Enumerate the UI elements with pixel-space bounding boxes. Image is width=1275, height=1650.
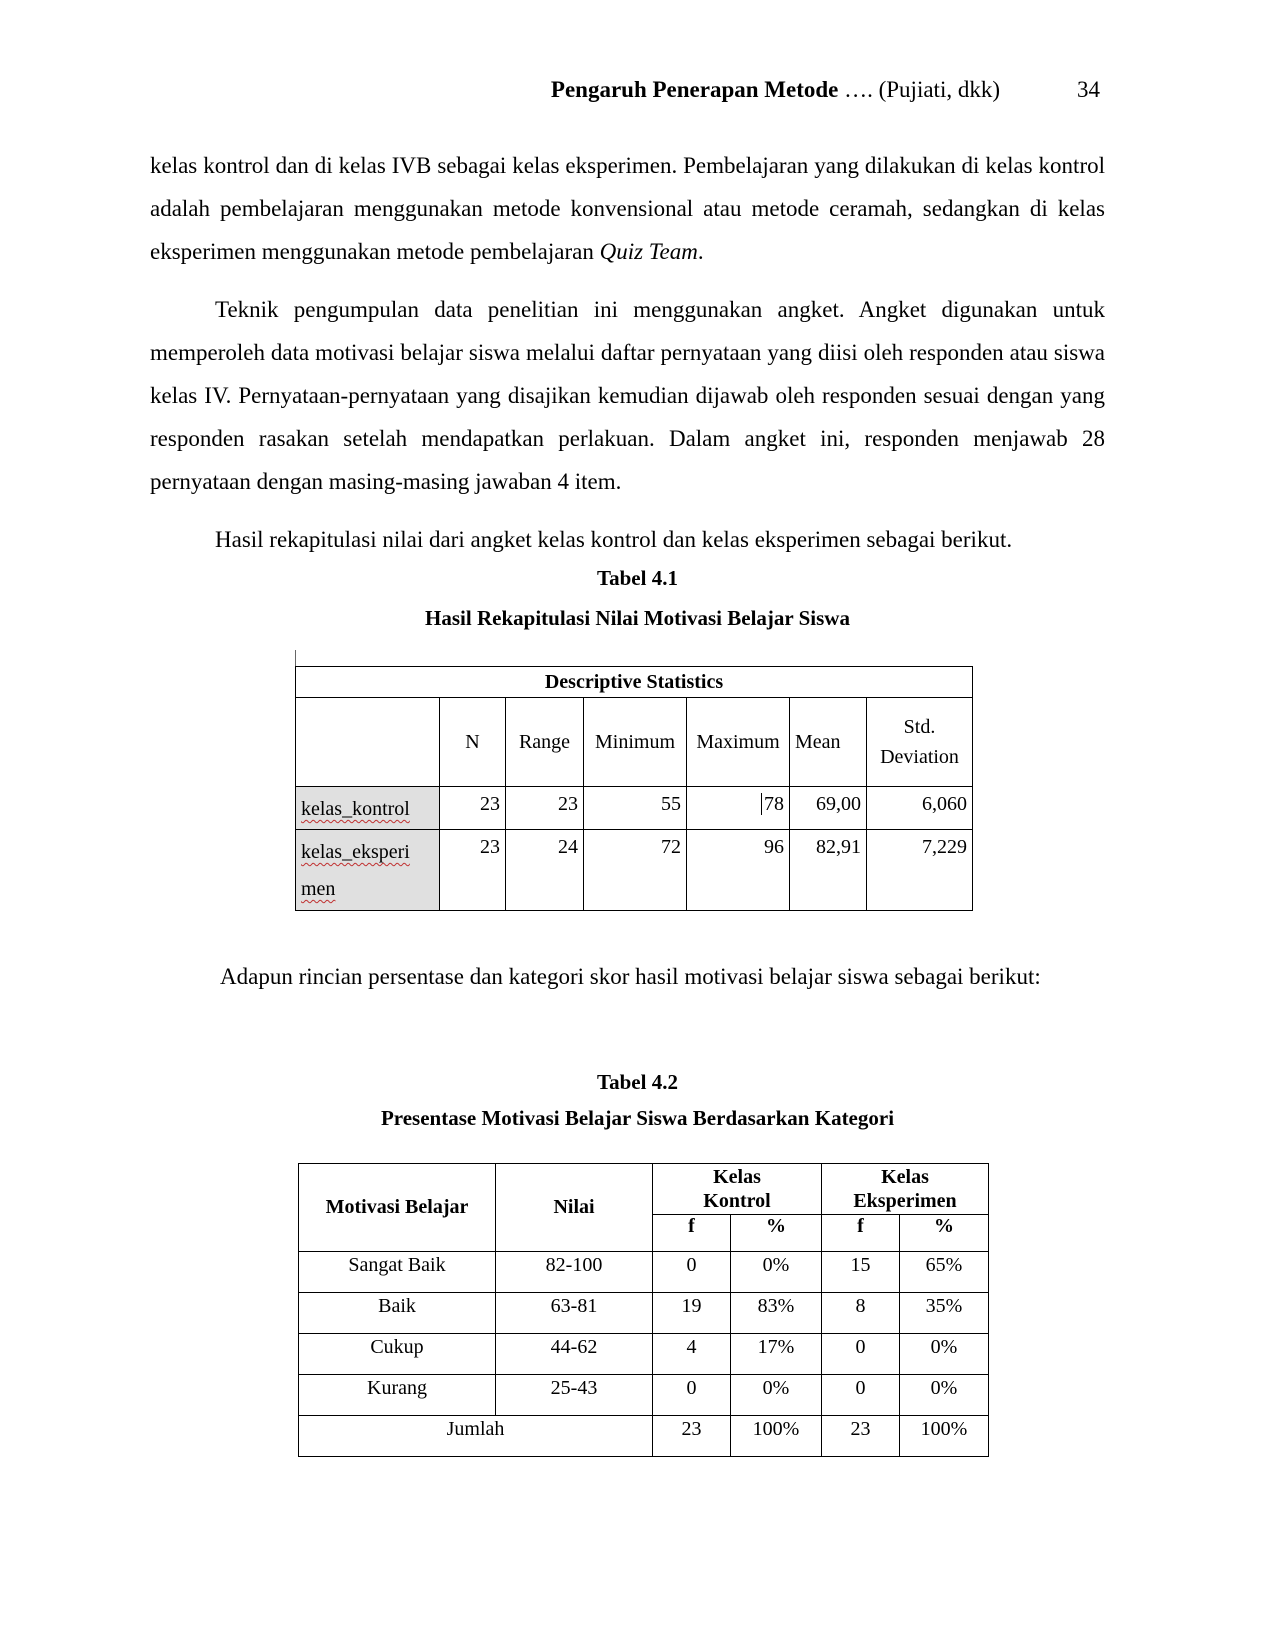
- table2-header-nilai: Nilai: [496, 1164, 653, 1252]
- paragraph-4: Adapun rincian persentase dan kategori skor hasil motivasi belajar siswa sebagai berikut:: [220, 964, 1041, 989]
- cell-kontrol-f: 0: [653, 1252, 731, 1293]
- table1-corner-mark: [295, 650, 296, 666]
- table2-header-motivasi: Motivasi Belajar: [299, 1164, 496, 1252]
- paragraph-3: Hasil rekapitulasi nilai dari angket kelas kontrol dan kelas eksperimen sebagai berikut.: [215, 527, 1013, 552]
- cell-eksperimen-pct: 65%: [900, 1252, 989, 1293]
- cell-n: 23: [440, 830, 506, 911]
- cell-range: 23: [506, 787, 584, 830]
- table-row: [299, 1334, 989, 1375]
- cell-kategori: Cukup: [299, 1334, 496, 1375]
- header-title: Pengaruh Penerapan Metode …. (Pujiati, dkk): [550, 77, 1000, 102]
- cell-n: 23: [440, 787, 506, 830]
- cell-total-label: Jumlah: [299, 1416, 653, 1457]
- descriptive-statistics-table: [295, 666, 973, 911]
- table1-title: Descriptive Statistics: [296, 667, 973, 698]
- cell-std-deviation: 7,229: [867, 830, 973, 911]
- table1-header-n: N: [440, 698, 506, 787]
- cell-total-eksperimen-f: 23: [822, 1416, 900, 1457]
- cell-kategori: Kurang: [299, 1375, 496, 1416]
- table1-header-maximum: Maximum: [687, 698, 790, 787]
- cell-total-eksperimen-pct: 100%: [900, 1416, 989, 1457]
- cell-nilai: 25-43: [496, 1375, 653, 1416]
- cell-mean: 69,00: [790, 787, 867, 830]
- table2-header-kontrol-pct: %: [731, 1215, 822, 1252]
- table2-header-kelas-eksperimen: Kelas Eksperimen: [822, 1164, 989, 1215]
- cell-mean: 82,91: [790, 830, 867, 911]
- table-row: [299, 1375, 989, 1416]
- cell-total-kontrol-f: 23: [653, 1416, 731, 1457]
- cell-maximum: 96: [687, 830, 790, 911]
- quiz-team-term: Quiz Team: [599, 239, 698, 264]
- cell-range: 24: [506, 830, 584, 911]
- cell-nilai: 63-81: [496, 1293, 653, 1334]
- paragraph-2: Teknik pengumpulan data penelitian ini menggunakan angket. Angket digunakan untuk memperoleh data motivasi belajar siswa melalui daftar pernyataan yang diisi oleh responden atau siswa kelas IV. Pernyataan-pernyataan yang disajikan kemudian dijawab oleh responden sesuai dengan yang responden rasakan setelah mendapatkan perlakuan. Dalam angket ini, responden menjawab 28 pernyataan dengan masing-masing jawaban 4 item.: [150, 297, 1105, 494]
- cell-nilai: 44-62: [496, 1334, 653, 1375]
- paragraph-1: kelas kontrol dan di kelas IVB sebagai kelas eksperimen. Pembelajaran yang dilakukan di kelas kontrol adalah pembelajaran menggunakan metode konvensional atau metode ceramah, sedangkan di kelas eksperimen menggunakan metode pembelajaran Quiz Team.: [150, 153, 1105, 264]
- cell-eksperimen-f: 15: [822, 1252, 900, 1293]
- cell-maximum: [687, 787, 790, 830]
- cell-kontrol-f: 19: [653, 1293, 731, 1334]
- table2-header-eksperimen-pct: %: [900, 1215, 989, 1252]
- cell-kategori: Sangat Baik: [299, 1252, 496, 1293]
- table2-container: [298, 1163, 989, 1457]
- table1-label: Tabel 4.1: [597, 566, 678, 590]
- cell-eksperimen-pct: 0%: [900, 1375, 989, 1416]
- table-row: [299, 1293, 989, 1334]
- cell-nilai: 82-100: [496, 1252, 653, 1293]
- table1-header-std-deviation: Std. Deviation: [867, 698, 973, 787]
- cell-kontrol-f: 0: [653, 1375, 731, 1416]
- text-cursor: 78: [761, 793, 784, 815]
- page-number: 34: [1077, 77, 1100, 102]
- cell-eksperimen-f: 0: [822, 1334, 900, 1375]
- cell-eksperimen-pct: 35%: [900, 1293, 989, 1334]
- cell-kontrol-f: 4: [653, 1334, 731, 1375]
- cell-kontrol-pct: 0%: [731, 1252, 822, 1293]
- table-row: [299, 1252, 989, 1293]
- cell-eksperimen-f: 8: [822, 1293, 900, 1334]
- table-row: [296, 830, 973, 911]
- table1-header-mean: Mean: [790, 698, 867, 787]
- table1-header-empty: [296, 698, 440, 787]
- table2-label: Tabel 4.2: [597, 1070, 678, 1094]
- table1-container: [295, 666, 973, 911]
- table2-header-eksperimen-f: f: [822, 1215, 900, 1252]
- cell-kontrol-pct: 0%: [731, 1375, 822, 1416]
- table2-header-kontrol-f: f: [653, 1215, 731, 1252]
- table2-caption: Presentase Motivasi Belajar Siswa Berdasarkan Kategori: [380, 1106, 895, 1130]
- table2-header-kelas-kontrol: Kelas Kontrol: [653, 1164, 822, 1215]
- cell-eksperimen-f: 0: [822, 1375, 900, 1416]
- running-header: [400, 70, 1100, 110]
- table1-caption: Hasil Rekapitulasi Nilai Motivasi Belajar Siswa: [425, 606, 850, 630]
- motivation-category-table: [298, 1163, 989, 1457]
- cell-kontrol-pct: 83%: [731, 1293, 822, 1334]
- table-row: [296, 787, 973, 830]
- row-label: kelas_eksperi men: [296, 830, 440, 911]
- cell-total-kontrol-pct: 100%: [731, 1416, 822, 1457]
- cell-kategori: Baik: [299, 1293, 496, 1334]
- cell-minimum: 72: [584, 830, 687, 911]
- cell-eksperimen-pct: 0%: [900, 1334, 989, 1375]
- cell-std-deviation: 6,060: [867, 787, 973, 830]
- row-label: kelas_kontrol: [296, 787, 440, 830]
- cell-kontrol-pct: 17%: [731, 1334, 822, 1375]
- table1-header-range: Range: [506, 698, 584, 787]
- cell-minimum: 55: [584, 787, 687, 830]
- table1-header-minimum: Minimum: [584, 698, 687, 787]
- table-total-row: [299, 1416, 989, 1457]
